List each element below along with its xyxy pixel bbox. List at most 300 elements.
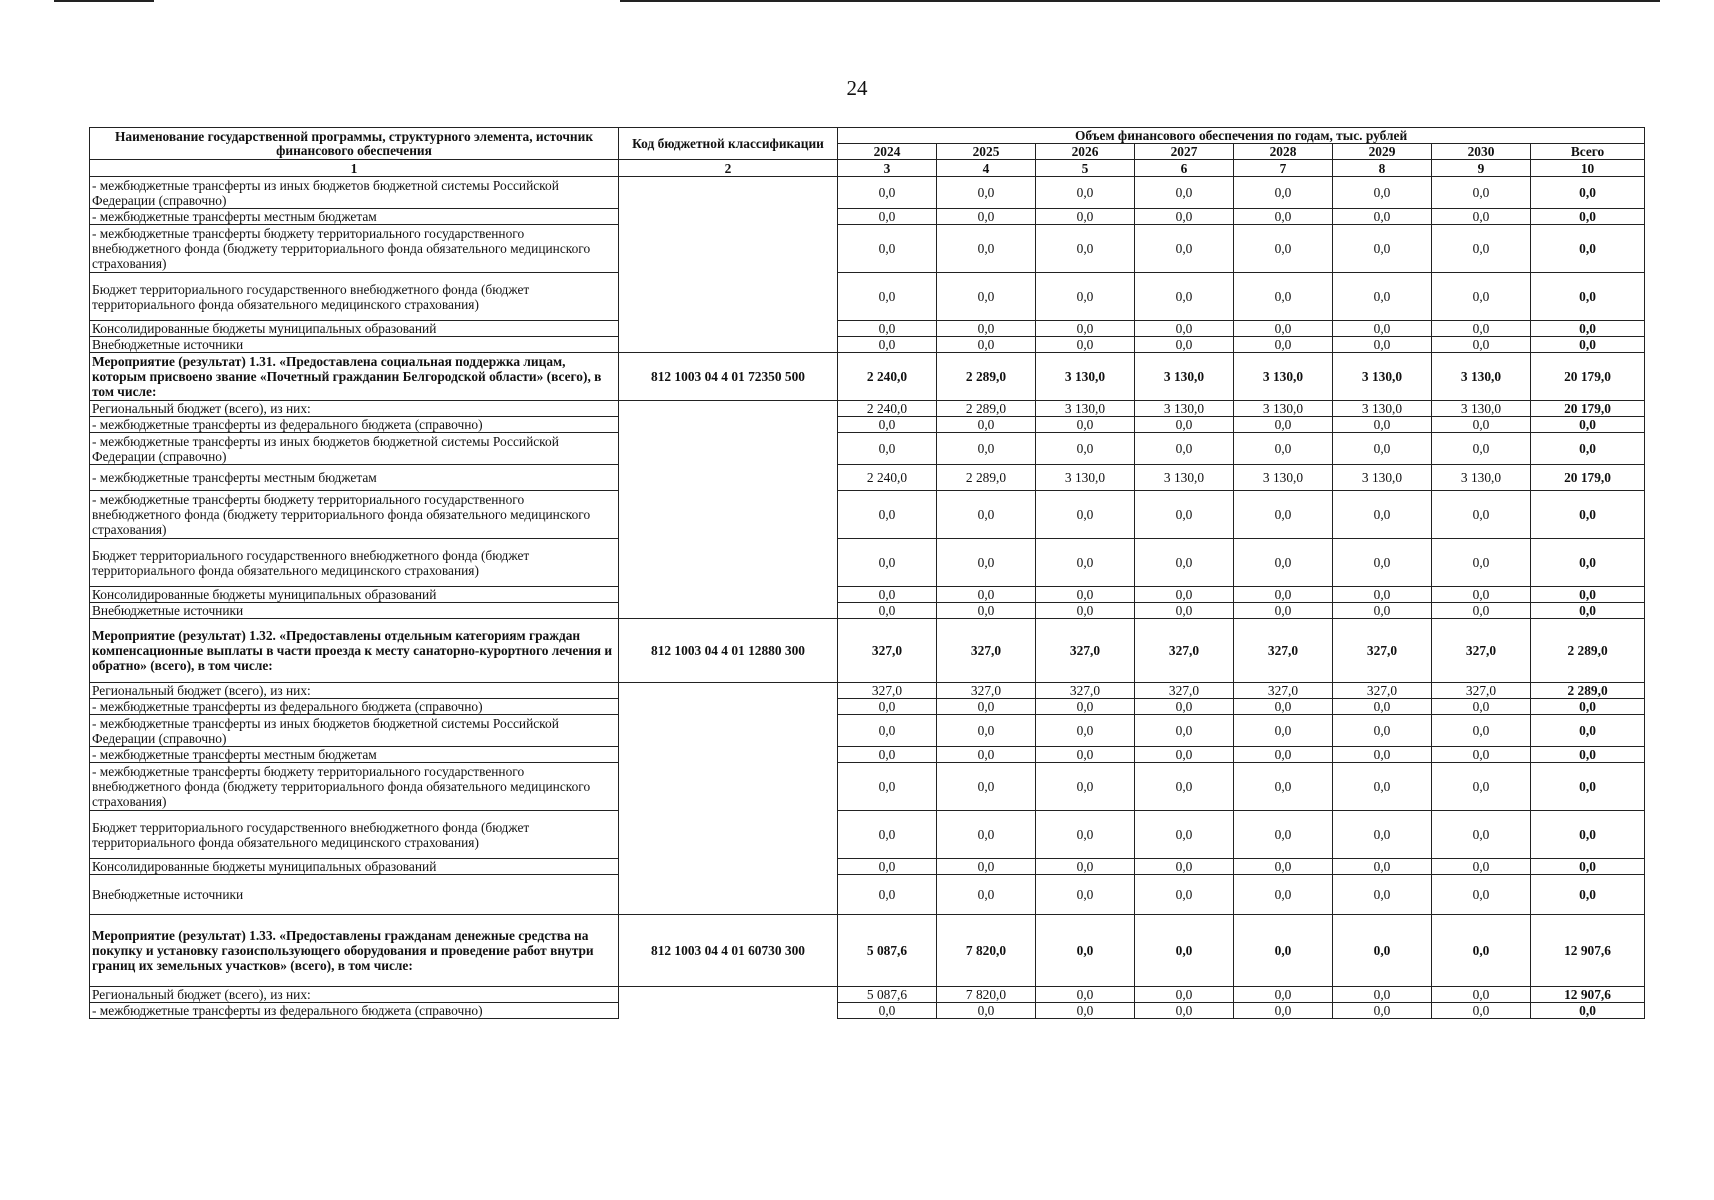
value-year: 0,0 xyxy=(1234,321,1333,337)
event-name: Мероприятие (результат) 1.33. «Предоставлены гражданам денежные средства на покупку и установку газоиспользующего оборудования и проведение работ внутри границ их земельных участков» (всего), в том числе: xyxy=(90,915,619,987)
value-year: 0,0 xyxy=(937,811,1036,859)
value-total: 0,0 xyxy=(1531,699,1645,715)
value-year: 0,0 xyxy=(1234,273,1333,321)
value-year: 0,0 xyxy=(1234,417,1333,433)
source-name: Бюджет территориального государственного внебюджетного фонда (бюджет территориального фонда обязательного медицинского страхования) xyxy=(90,273,619,321)
header-year: 2025 xyxy=(937,144,1036,160)
budget-code-empty xyxy=(619,417,838,433)
value-year: 327,0 xyxy=(1135,619,1234,683)
value-year: 3 130,0 xyxy=(1135,401,1234,417)
source-name: - межбюджетные трансферты из иных бюджетов бюджетной системы Российской Федерации (справочно) xyxy=(90,177,619,209)
value-year: 0,0 xyxy=(937,587,1036,603)
value-year: 0,0 xyxy=(838,699,937,715)
header-year: 2024 xyxy=(838,144,937,160)
value-year: 0,0 xyxy=(1135,225,1234,273)
value-year: 327,0 xyxy=(937,619,1036,683)
value-year: 327,0 xyxy=(1432,683,1531,699)
table-row xyxy=(90,987,1645,1003)
value-year: 0,0 xyxy=(1234,603,1333,619)
value-year: 3 130,0 xyxy=(1234,353,1333,401)
value-total: 0,0 xyxy=(1531,209,1645,225)
value-year: 0,0 xyxy=(1234,747,1333,763)
scan-top-line-right xyxy=(620,0,1660,2)
value-year: 0,0 xyxy=(1036,209,1135,225)
value-year: 0,0 xyxy=(838,417,937,433)
value-year: 0,0 xyxy=(1432,321,1531,337)
budget-code-empty xyxy=(619,699,838,715)
value-year: 0,0 xyxy=(937,715,1036,747)
financing-table xyxy=(89,127,1645,1019)
value-year: 7 820,0 xyxy=(937,987,1036,1003)
value-year: 0,0 xyxy=(838,715,937,747)
value-year: 327,0 xyxy=(1234,683,1333,699)
value-year: 0,0 xyxy=(1333,433,1432,465)
source-name: Консолидированные бюджеты муниципальных образований xyxy=(90,859,619,875)
value-year: 0,0 xyxy=(937,273,1036,321)
value-total: 0,0 xyxy=(1531,539,1645,587)
value-year: 0,0 xyxy=(1234,811,1333,859)
value-year: 2 289,0 xyxy=(937,465,1036,491)
value-year: 0,0 xyxy=(1036,491,1135,539)
source-name: - межбюджетные трансферты бюджету территориального государственного внебюджетного фонда (бюджету территориального фонда обязательного медицинского страхования) xyxy=(90,225,619,273)
value-total: 0,0 xyxy=(1531,225,1645,273)
budget-code-empty xyxy=(619,811,838,859)
value-year: 0,0 xyxy=(1432,811,1531,859)
value-year: 0,0 xyxy=(1432,417,1531,433)
value-year: 3 130,0 xyxy=(1432,465,1531,491)
value-year: 0,0 xyxy=(838,587,937,603)
column-number: 6 xyxy=(1135,160,1234,177)
value-year: 327,0 xyxy=(1333,619,1432,683)
value-year: 0,0 xyxy=(937,321,1036,337)
source-name: Внебюджетные источники xyxy=(90,875,619,915)
value-year: 0,0 xyxy=(1333,1003,1432,1019)
value-year: 3 130,0 xyxy=(1432,353,1531,401)
table-row xyxy=(90,225,1645,273)
value-year: 0,0 xyxy=(838,321,937,337)
value-year: 0,0 xyxy=(1036,987,1135,1003)
value-year: 0,0 xyxy=(1333,875,1432,915)
value-year: 0,0 xyxy=(1234,491,1333,539)
budget-code: 812 1003 04 4 01 72350 500 xyxy=(619,353,838,401)
value-year: 0,0 xyxy=(1432,433,1531,465)
page-number: 24 xyxy=(846,76,868,100)
value-year: 0,0 xyxy=(1234,915,1333,987)
value-year: 0,0 xyxy=(838,433,937,465)
budget-code-empty xyxy=(619,683,838,699)
value-year: 0,0 xyxy=(1432,763,1531,811)
budget-code-empty xyxy=(619,763,838,811)
value-year: 0,0 xyxy=(1036,859,1135,875)
column-number: 5 xyxy=(1036,160,1135,177)
value-year: 0,0 xyxy=(1036,1003,1135,1019)
value-total: 0,0 xyxy=(1531,1003,1645,1019)
value-total: 12 907,6 xyxy=(1531,915,1645,987)
source-name: - межбюджетные трансферты бюджету территориального государственного внебюджетного фонда (бюджету территориального фонда обязательного медицинского страхования) xyxy=(90,763,619,811)
source-name: Бюджет территориального государственного внебюджетного фонда (бюджет территориального фонда обязательного медицинского страхования) xyxy=(90,539,619,587)
value-year: 0,0 xyxy=(1036,539,1135,587)
value-year: 0,0 xyxy=(1036,417,1135,433)
value-year: 0,0 xyxy=(1333,491,1432,539)
value-year: 0,0 xyxy=(1135,763,1234,811)
value-year: 0,0 xyxy=(1036,603,1135,619)
source-name: Региональный бюджет (всего), из них: xyxy=(90,683,619,699)
value-year: 0,0 xyxy=(838,491,937,539)
budget-code-empty xyxy=(619,859,838,875)
budget-code-empty xyxy=(619,337,838,353)
value-year: 3 130,0 xyxy=(1036,401,1135,417)
table-row xyxy=(90,417,1645,433)
table-row xyxy=(90,811,1645,859)
value-year: 0,0 xyxy=(1432,587,1531,603)
value-year: 0,0 xyxy=(937,177,1036,209)
value-year: 0,0 xyxy=(1135,987,1234,1003)
value-total: 20 179,0 xyxy=(1531,465,1645,491)
source-name: - межбюджетные трансферты из иных бюджетов бюджетной системы Российской Федерации (справочно) xyxy=(90,433,619,465)
value-year: 0,0 xyxy=(1432,337,1531,353)
value-year: 0,0 xyxy=(1432,859,1531,875)
value-total: 0,0 xyxy=(1531,417,1645,433)
source-name: Региональный бюджет (всего), из них: xyxy=(90,987,619,1003)
value-year: 0,0 xyxy=(838,177,937,209)
header-total: Всего xyxy=(1531,144,1645,160)
source-name: - межбюджетные трансферты из федерального бюджета (справочно) xyxy=(90,699,619,715)
value-year: 0,0 xyxy=(1432,915,1531,987)
value-year: 3 130,0 xyxy=(1036,353,1135,401)
value-total: 0,0 xyxy=(1531,747,1645,763)
value-year: 0,0 xyxy=(1135,587,1234,603)
value-year: 0,0 xyxy=(1432,987,1531,1003)
value-year: 0,0 xyxy=(1036,337,1135,353)
value-total: 0,0 xyxy=(1531,811,1645,859)
value-year: 0,0 xyxy=(838,875,937,915)
value-total: 0,0 xyxy=(1531,433,1645,465)
value-year: 0,0 xyxy=(1432,177,1531,209)
value-year: 0,0 xyxy=(1333,539,1432,587)
budget-code-empty xyxy=(619,491,838,539)
header-year: 2029 xyxy=(1333,144,1432,160)
value-year: 0,0 xyxy=(937,209,1036,225)
value-year: 0,0 xyxy=(937,699,1036,715)
value-year: 0,0 xyxy=(1135,433,1234,465)
table-row xyxy=(90,747,1645,763)
budget-code-empty xyxy=(619,225,838,273)
value-year: 2 240,0 xyxy=(838,401,937,417)
value-year: 3 130,0 xyxy=(1135,465,1234,491)
value-total: 20 179,0 xyxy=(1531,401,1645,417)
value-year: 327,0 xyxy=(1036,683,1135,699)
value-year: 0,0 xyxy=(1234,587,1333,603)
value-year: 0,0 xyxy=(1333,273,1432,321)
value-year: 0,0 xyxy=(1333,209,1432,225)
budget-code-empty xyxy=(619,715,838,747)
value-year: 0,0 xyxy=(1234,1003,1333,1019)
value-total: 0,0 xyxy=(1531,491,1645,539)
value-year: 0,0 xyxy=(937,859,1036,875)
value-year: 0,0 xyxy=(1333,811,1432,859)
value-total: 0,0 xyxy=(1531,603,1645,619)
value-year: 0,0 xyxy=(1135,603,1234,619)
budget-code-empty xyxy=(619,209,838,225)
table-row xyxy=(90,859,1645,875)
source-name: Бюджет территориального государственного внебюджетного фонда (бюджет территориального фонда обязательного медицинского страхования) xyxy=(90,811,619,859)
value-year: 0,0 xyxy=(1135,491,1234,539)
column-number: 8 xyxy=(1333,160,1432,177)
value-year: 0,0 xyxy=(838,225,937,273)
value-year: 0,0 xyxy=(1333,987,1432,1003)
source-name: - межбюджетные трансферты из федерального бюджета (справочно) xyxy=(90,1003,619,1019)
value-total: 2 289,0 xyxy=(1531,683,1645,699)
value-year: 0,0 xyxy=(1234,209,1333,225)
value-year: 327,0 xyxy=(838,683,937,699)
value-year: 0,0 xyxy=(1333,603,1432,619)
budget-code-empty xyxy=(619,1003,838,1019)
value-year: 0,0 xyxy=(1234,225,1333,273)
table-row xyxy=(90,433,1645,465)
value-total: 0,0 xyxy=(1531,715,1645,747)
value-year: 0,0 xyxy=(1135,539,1234,587)
value-total: 0,0 xyxy=(1531,859,1645,875)
budget-code: 812 1003 04 4 01 60730 300 xyxy=(619,915,838,987)
budget-code-empty xyxy=(619,177,838,209)
value-year: 0,0 xyxy=(838,859,937,875)
value-year: 0,0 xyxy=(1432,539,1531,587)
table-row xyxy=(90,603,1645,619)
scan-top-line-left xyxy=(54,0,154,2)
table-row xyxy=(90,763,1645,811)
value-year: 327,0 xyxy=(1135,683,1234,699)
value-year: 0,0 xyxy=(1432,875,1531,915)
budget-code-empty xyxy=(619,401,838,417)
value-year: 0,0 xyxy=(838,1003,937,1019)
header-name: Наименование государственной программы, структурного элемента, источник финансового обеспечения xyxy=(90,128,619,160)
value-year: 0,0 xyxy=(937,539,1036,587)
column-number: 3 xyxy=(838,160,937,177)
column-number: 7 xyxy=(1234,160,1333,177)
value-year: 0,0 xyxy=(1333,747,1432,763)
value-year: 0,0 xyxy=(937,603,1036,619)
value-year: 5 087,6 xyxy=(838,915,937,987)
value-total: 20 179,0 xyxy=(1531,353,1645,401)
value-year: 0,0 xyxy=(1432,273,1531,321)
value-year: 0,0 xyxy=(937,875,1036,915)
source-name: - межбюджетные трансферты из иных бюджетов бюджетной системы Российской Федерации (справочно) xyxy=(90,715,619,747)
value-year: 0,0 xyxy=(1333,587,1432,603)
value-year: 0,0 xyxy=(1333,859,1432,875)
table-row xyxy=(90,321,1645,337)
value-year: 0,0 xyxy=(1135,875,1234,915)
value-year: 0,0 xyxy=(1135,747,1234,763)
value-year: 0,0 xyxy=(1135,337,1234,353)
value-year: 0,0 xyxy=(1135,859,1234,875)
source-name: - межбюджетные трансферты местным бюджетам xyxy=(90,209,619,225)
value-year: 0,0 xyxy=(838,539,937,587)
value-total: 0,0 xyxy=(1531,273,1645,321)
value-year: 0,0 xyxy=(838,209,937,225)
budget-code-empty xyxy=(619,433,838,465)
budget-code-empty xyxy=(619,539,838,587)
budget-code-empty xyxy=(619,875,838,915)
budget-code: 812 1003 04 4 01 12880 300 xyxy=(619,619,838,683)
value-year: 0,0 xyxy=(838,603,937,619)
event-row xyxy=(90,619,1645,683)
value-year: 0,0 xyxy=(1135,177,1234,209)
value-year: 0,0 xyxy=(1036,321,1135,337)
column-number: 1 xyxy=(90,160,619,177)
event-name: Мероприятие (результат) 1.31. «Предоставлена социальная поддержка лицам, которым присвоено звание «Почетный гражданин Белгородской области» (всего), в том числе: xyxy=(90,353,619,401)
table-row xyxy=(90,715,1645,747)
value-year: 0,0 xyxy=(1234,539,1333,587)
value-year: 0,0 xyxy=(1036,699,1135,715)
value-year: 0,0 xyxy=(1432,1003,1531,1019)
value-year: 0,0 xyxy=(1234,699,1333,715)
value-year: 0,0 xyxy=(1234,433,1333,465)
column-numbers-row xyxy=(90,160,1645,177)
value-year: 0,0 xyxy=(1432,491,1531,539)
value-year: 0,0 xyxy=(1432,715,1531,747)
value-year: 0,0 xyxy=(1432,225,1531,273)
value-year: 0,0 xyxy=(1234,875,1333,915)
value-year: 0,0 xyxy=(1036,433,1135,465)
column-number: 9 xyxy=(1432,160,1531,177)
value-year: 0,0 xyxy=(1333,321,1432,337)
table-body xyxy=(90,177,1645,1019)
value-year: 0,0 xyxy=(1036,763,1135,811)
value-year: 7 820,0 xyxy=(937,915,1036,987)
value-year: 0,0 xyxy=(1036,587,1135,603)
value-year: 2 289,0 xyxy=(937,353,1036,401)
value-year: 0,0 xyxy=(1135,715,1234,747)
column-number: 4 xyxy=(937,160,1036,177)
table-row xyxy=(90,337,1645,353)
budget-code-empty xyxy=(619,321,838,337)
source-name: Консолидированные бюджеты муниципальных образований xyxy=(90,321,619,337)
value-total: 12 907,6 xyxy=(1531,987,1645,1003)
value-total: 0,0 xyxy=(1531,763,1645,811)
value-year: 0,0 xyxy=(1333,417,1432,433)
value-total: 0,0 xyxy=(1531,587,1645,603)
source-name: - межбюджетные трансферты местным бюджетам xyxy=(90,747,619,763)
source-name: Консолидированные бюджеты муниципальных образований xyxy=(90,587,619,603)
value-year: 0,0 xyxy=(1036,225,1135,273)
value-year: 0,0 xyxy=(1333,763,1432,811)
source-name: - межбюджетные трансферты местным бюджетам xyxy=(90,465,619,491)
value-year: 3 130,0 xyxy=(1333,465,1432,491)
value-year: 0,0 xyxy=(1432,603,1531,619)
value-year: 0,0 xyxy=(937,417,1036,433)
value-year: 5 087,6 xyxy=(838,987,937,1003)
value-year: 0,0 xyxy=(1135,811,1234,859)
value-year: 3 130,0 xyxy=(1234,401,1333,417)
column-number: 10 xyxy=(1531,160,1645,177)
value-total: 0,0 xyxy=(1531,321,1645,337)
header-year: 2028 xyxy=(1234,144,1333,160)
value-year: 0,0 xyxy=(937,337,1036,353)
value-year: 0,0 xyxy=(1234,987,1333,1003)
source-name: Региональный бюджет (всего), из них: xyxy=(90,401,619,417)
value-total: 0,0 xyxy=(1531,337,1645,353)
value-year: 0,0 xyxy=(1333,715,1432,747)
value-year: 0,0 xyxy=(937,747,1036,763)
value-year: 327,0 xyxy=(838,619,937,683)
value-year: 0,0 xyxy=(838,763,937,811)
header-code: Код бюджетной классификации xyxy=(619,128,838,160)
value-year: 0,0 xyxy=(1432,699,1531,715)
value-year: 0,0 xyxy=(838,747,937,763)
value-year: 0,0 xyxy=(1234,715,1333,747)
budget-code-empty xyxy=(619,465,838,491)
table-row xyxy=(90,539,1645,587)
table-row xyxy=(90,401,1645,417)
table-row xyxy=(90,587,1645,603)
value-year: 0,0 xyxy=(1333,177,1432,209)
column-number: 2 xyxy=(619,160,838,177)
value-year: 0,0 xyxy=(1432,209,1531,225)
budget-code-empty xyxy=(619,587,838,603)
value-year: 0,0 xyxy=(937,491,1036,539)
value-year: 327,0 xyxy=(937,683,1036,699)
value-total: 2 289,0 xyxy=(1531,619,1645,683)
event-row xyxy=(90,915,1645,987)
source-name: Внебюджетные источники xyxy=(90,337,619,353)
budget-code-empty xyxy=(619,603,838,619)
value-year: 3 130,0 xyxy=(1234,465,1333,491)
budget-code-empty xyxy=(619,987,838,1003)
value-year: 0,0 xyxy=(1036,875,1135,915)
value-year: 0,0 xyxy=(937,763,1036,811)
value-year: 0,0 xyxy=(1135,417,1234,433)
value-year: 0,0 xyxy=(1234,859,1333,875)
value-year: 0,0 xyxy=(838,337,937,353)
value-year: 3 130,0 xyxy=(1432,401,1531,417)
value-year: 327,0 xyxy=(1036,619,1135,683)
header-year: 2027 xyxy=(1135,144,1234,160)
value-year: 2 240,0 xyxy=(838,353,937,401)
table-row xyxy=(90,875,1645,915)
value-year: 0,0 xyxy=(1333,699,1432,715)
value-year: 0,0 xyxy=(1432,747,1531,763)
table-row xyxy=(90,465,1645,491)
value-year: 0,0 xyxy=(1036,715,1135,747)
value-year: 327,0 xyxy=(1432,619,1531,683)
value-year: 3 130,0 xyxy=(1333,401,1432,417)
source-name: - межбюджетные трансферты из федерального бюджета (справочно) xyxy=(90,417,619,433)
value-year: 327,0 xyxy=(1234,619,1333,683)
value-year: 0,0 xyxy=(1234,763,1333,811)
source-name: Внебюджетные источники xyxy=(90,603,619,619)
table-row xyxy=(90,209,1645,225)
header-year: 2030 xyxy=(1432,144,1531,160)
value-year: 0,0 xyxy=(1333,225,1432,273)
value-year: 0,0 xyxy=(1234,337,1333,353)
value-year: 0,0 xyxy=(1036,915,1135,987)
value-year: 2 289,0 xyxy=(937,401,1036,417)
value-year: 3 130,0 xyxy=(1333,353,1432,401)
value-year: 0,0 xyxy=(1036,273,1135,321)
table-row xyxy=(90,683,1645,699)
budget-code-empty xyxy=(619,273,838,321)
value-total: 0,0 xyxy=(1531,177,1645,209)
value-total: 0,0 xyxy=(1531,875,1645,915)
value-year: 0,0 xyxy=(1135,1003,1234,1019)
value-year: 327,0 xyxy=(1333,683,1432,699)
value-year: 0,0 xyxy=(937,225,1036,273)
value-year: 3 130,0 xyxy=(1135,353,1234,401)
value-year: 0,0 xyxy=(1036,177,1135,209)
value-year: 0,0 xyxy=(1135,273,1234,321)
event-row xyxy=(90,353,1645,401)
table-row xyxy=(90,491,1645,539)
